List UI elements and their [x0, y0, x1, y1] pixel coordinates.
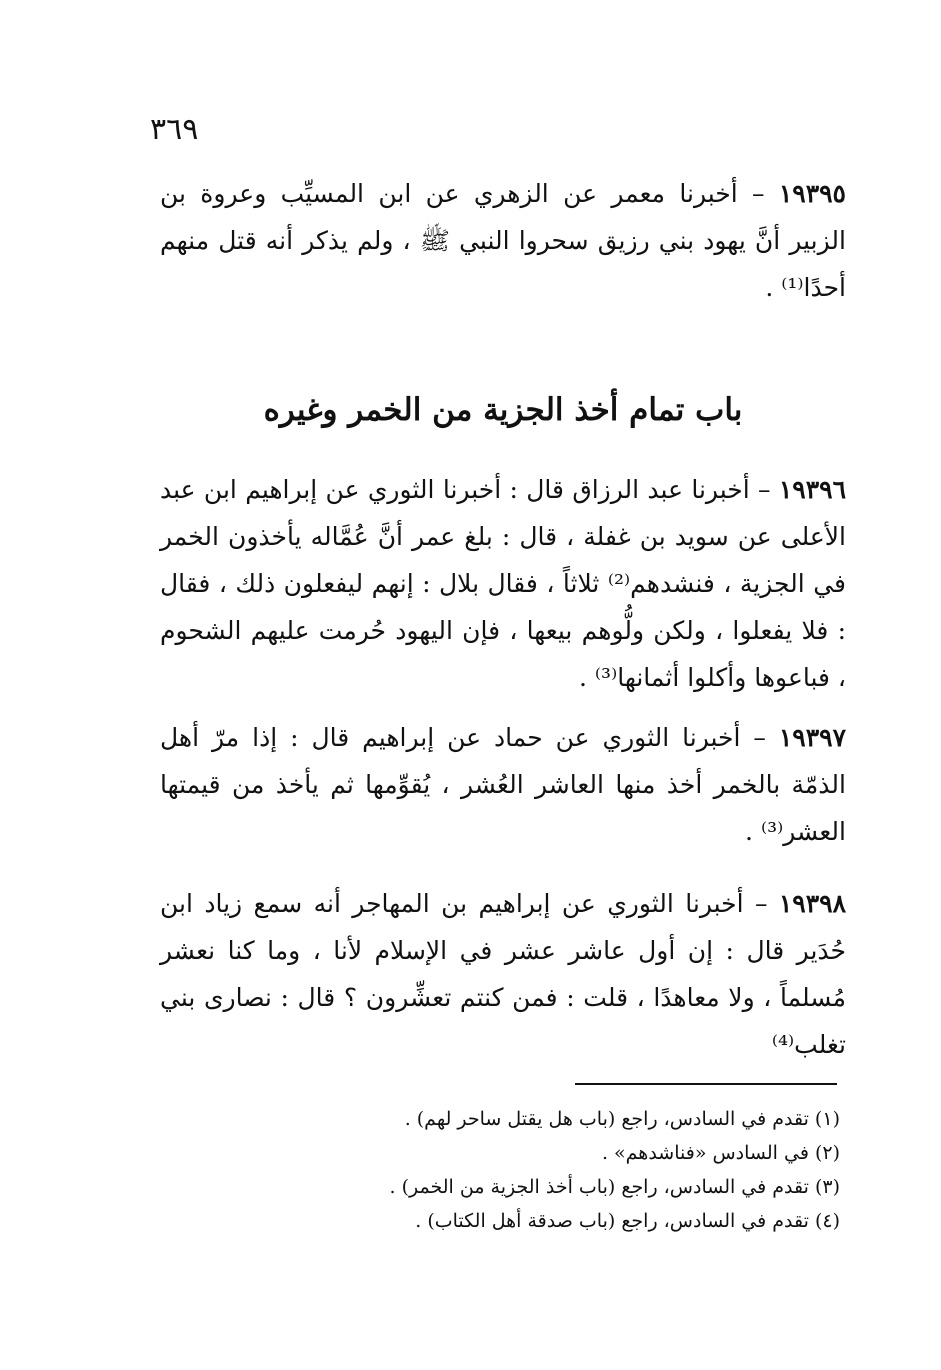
- footnote-separator: [575, 1083, 837, 1085]
- entry-dash: –: [740, 723, 766, 752]
- footnote-4: (٤) تقدم في السادس، راجع (باب صدقة أهل الكتاب) .: [415, 1210, 840, 1232]
- entry-number: ١٩٣٩٦: [778, 475, 846, 504]
- page-number: ٣٦٩: [150, 112, 199, 147]
- entry-dash: –: [749, 475, 771, 504]
- entry-text: أخبرنا الثوري عن إبراهيم بن المهاجر أنه سمع زياد ابن حُدَير قال : إن أول عاشر عشر في الإسلام لأنا ، وما كنا نعشر مُسلماً ، ولا معاهدًا ، قلت : فمن كنتم تعشِّرون ؟ قال : نصارى بني تغلب⁽⁴⁾: [160, 889, 846, 1059]
- footnote-1: (١) تقدم في السادس، راجع (باب هل يقتل ساحر لهم) .: [404, 1108, 840, 1130]
- hadith-entry-19395: [160, 170, 846, 311]
- hadith-entry-19396: [160, 466, 846, 701]
- entry-text: أخبرنا الثوري عن حماد عن إبراهيم قال : إذا مرّ أهل الذمّة بالخمر أخذ منها العاشر العُشر ، يُقوِّمها ثم يأخذ من قيمتها العشر⁽³⁾ .: [160, 723, 846, 846]
- entry-dash: –: [737, 179, 765, 208]
- hadith-entry-19397: [160, 714, 846, 855]
- entry-number: ١٩٣٩٥: [778, 179, 846, 208]
- entry-text: أخبرنا عبد الرزاق قال : أخبرنا الثوري عن إبراهيم ابن عبد الأعلى عن سويد بن غفلة ، قال : بلغ عمر أنَّ عُمَّاله يأخذون الخمر في الجزية ، فنشدهم⁽²⁾ ثلاثاً ، فقال بلال : إنهم ليفعلون ذلك ، فقال : فلا يفعلوا ، ولكن ولُّوهم بيعها ، فإن اليهود حُرمت عليهم الشحوم ، فباعوها وأكلوا أثمانها⁽³⁾ .: [160, 475, 847, 692]
- entry-dash: –: [743, 889, 768, 918]
- footnote-3: (٣) تقدم في السادس، راجع (باب أخذ الجزية من الخمر) .: [389, 1176, 840, 1198]
- entry-number: ١٩٣٩٨: [778, 889, 846, 918]
- footnotes: [300, 1102, 840, 1238]
- chapter-heading: باب تمام أخذ الجزية من الخمر وغيره: [263, 392, 743, 428]
- entry-text: أخبرنا معمر عن الزهري عن ابن المسيِّب وعروة بن الزبير أنَّ يهود بني رزيق سحروا النبي ﷺ ، ولم يذكر أنه قتل منهم أحدًا⁽¹⁾ .: [160, 179, 846, 302]
- footnote-2: (٢) في السادس «فناشدهم» .: [601, 1142, 840, 1164]
- hadith-entry-19398: [160, 880, 846, 1068]
- entry-number: ١٩٣٩٧: [778, 723, 846, 752]
